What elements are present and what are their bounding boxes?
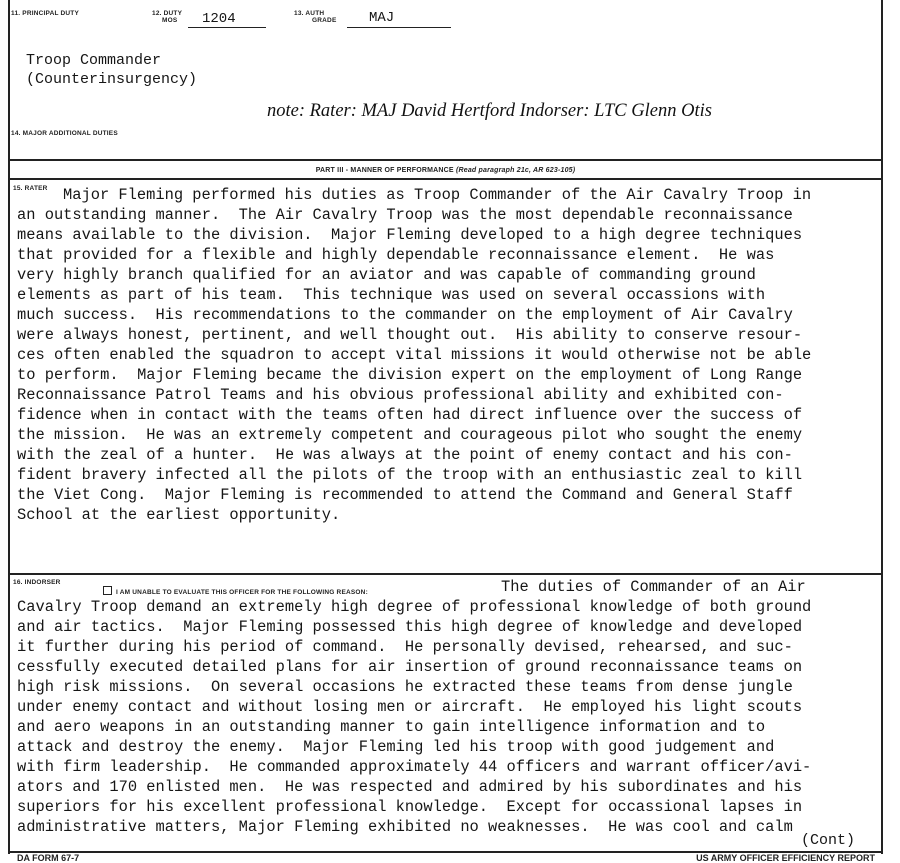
rater-indorser-note: note: Rater: MAJ David Hertford Indorser: LTC Glenn Otis xyxy=(267,101,712,121)
rater-label: 15. RATER xyxy=(13,185,48,192)
principal-duty-line-2: (Counterinsurgency) xyxy=(26,71,198,88)
auth-grade-value: MAJ xyxy=(369,10,395,26)
rater-line: very highly branch qualified for an aviator and was capable of commanding ground xyxy=(17,266,756,284)
part-header-top-rule xyxy=(8,159,883,161)
indorser-line: superiors for his excellent professional knowledge. Except for occassional lapses in xyxy=(17,798,803,816)
indorser-line: attack and destroy the enemy. Major Fleming led his troop with good judgement and xyxy=(17,738,775,756)
indorser-first-line: The duties of Commander of an Air xyxy=(501,578,806,596)
rater-line: the Viet Cong. Major Fleming is recommended to attend the Command and General Staff xyxy=(17,486,793,504)
auth-grade-underline xyxy=(347,27,451,28)
indorser-line: and air tactics. Major Fleming possessed this high degree of knowledge and developed xyxy=(17,618,803,636)
rater-narrative xyxy=(17,185,887,525)
duty-mos-label xyxy=(152,10,182,24)
rater-line: means available to the division. Major Fleming developed to a high degree techniques xyxy=(17,226,803,244)
indorser-line: under enemy contact and without losing men or aircraft. He employed his light scouts xyxy=(17,698,803,716)
principal-duty-label: 11. PRINCIPAL DUTY xyxy=(11,10,80,17)
rater-line: to perform. Major Fleming became the division expert on the employment of Long Range xyxy=(17,366,803,384)
part-header-reference: (Read paragraph 21c, AR 623-105) xyxy=(455,167,576,174)
indorser-line: Cavalry Troop demand an extremely high degree of professional knowledge of both ground xyxy=(17,598,812,616)
auth-grade-label-line1: 13. AUTH xyxy=(294,10,325,17)
indorser-line: with firm leadership. He commanded approximately 44 officers and warrant officer/avi- xyxy=(17,758,812,776)
form-title: US ARMY OFFICER EFFICIENCY REPORT xyxy=(696,853,875,863)
indorser-label: 16. INDORSER xyxy=(13,579,61,586)
unable-to-evaluate-option xyxy=(103,586,368,597)
indorser-line: administrative matters, Major Fleming exhibited no weaknesses. He was cool and calm xyxy=(17,818,793,836)
rater-line: the mission. He was an extremely competent and courageous pilot who sought the enemy xyxy=(17,426,803,444)
rater-line: an outstanding manner. The Air Cavalry Troop was the most dependable reconnaissance xyxy=(17,206,793,224)
rater-line: fident bravery infected all the pilots of the troop with an enthusiastic zeal to kill xyxy=(17,466,803,484)
continued-marker: (Cont) xyxy=(801,832,856,849)
rater-line: fidence when in contact with the teams often had direct influence over the success of xyxy=(17,406,803,424)
indorser-narrative xyxy=(17,597,887,837)
rater-line: were always honest, pertinent, and well thought out. His ability to conserve resour- xyxy=(17,326,803,344)
duty-mos-underline xyxy=(188,27,266,28)
indorser-top-rule xyxy=(8,573,883,575)
indorser-line: high risk missions. On several occasions he extracted these teams from dense jungle xyxy=(17,678,793,696)
rater-line: much success. His recommendations to the commander on the employment of Air Cavalry xyxy=(17,306,793,324)
rater-line: elements as part of his team. This technique was used on several occassions with xyxy=(17,286,766,304)
indorser-line: ators and 170 enlisted men. He was respected and admired by his subordinates and his xyxy=(17,778,803,796)
part-header xyxy=(10,167,881,174)
duty-mos-label-line2: MOS xyxy=(162,17,178,24)
rater-line: ces often enabled the squadron to accept vital missions it would otherwise not be able xyxy=(17,346,812,364)
rater-line: School at the earliest opportunity. xyxy=(17,506,341,524)
principal-duty-line-1: Troop Commander xyxy=(26,52,162,69)
auth-grade-label xyxy=(294,10,336,24)
major-additional-duties-label: 14. MAJOR ADDITIONAL DUTIES xyxy=(11,130,118,137)
part-header-title: PART III - MANNER OF PERFORMANCE xyxy=(315,167,454,174)
rater-line: that provided for a flexible and highly dependable reconnaissance element. He was xyxy=(17,246,775,264)
rater-line: with the zeal of a hunter. He was always at the point of enemy contact and his con- xyxy=(17,446,793,464)
indorser-line: it further during his period of command. He personally devised, rehearsed, and suc- xyxy=(17,638,793,656)
auth-grade-label-line2: GRADE xyxy=(312,17,337,24)
indorser-line: and aero weapons in an outstanding manner to gain intelligence information and to xyxy=(17,718,766,736)
duty-mos-value: 1204 xyxy=(202,11,236,27)
unable-to-evaluate-label: I AM UNABLE TO EVALUATE THIS OFFICER FOR THE FOLLOWING REASON: xyxy=(116,589,368,596)
unable-to-evaluate-checkbox xyxy=(103,586,112,595)
rater-line: Reconnaissance Patrol Teams and his obvious professional ability and exhibited con- xyxy=(17,386,784,404)
indorser-line: cessfully executed detailed plans for air insertion of ground reconnaissance teams on xyxy=(17,658,803,676)
duty-mos-label-line1: 12. DUTY xyxy=(152,10,183,17)
rater-line: Major Fleming performed his duties as Troop Commander of the Air Cavalry Troop in xyxy=(63,186,812,204)
form-id: DA FORM 67-7 xyxy=(17,853,80,863)
part-header-bottom-rule xyxy=(8,178,883,180)
